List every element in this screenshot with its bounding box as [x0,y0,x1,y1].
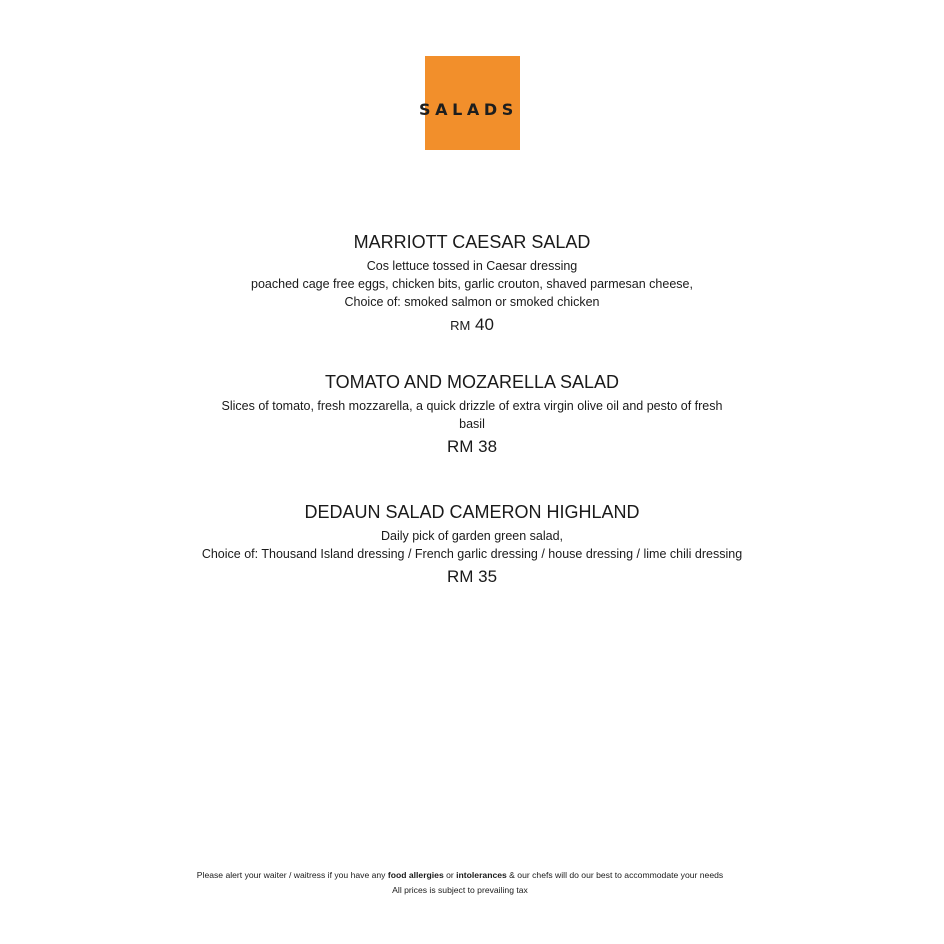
price-value: 40 [475,315,494,334]
menu-item-price [0,314,944,337]
footer-note [0,868,920,898]
footer-tax-line: All prices is subject to prevailing tax [392,885,528,895]
footer-text: & our chefs will do our best to accommodate your needs [506,870,724,880]
price-value: 38 [478,437,498,456]
menu-item-tomato-mozarella-salad [0,371,944,458]
menu-item-desc-line: Daily pick of garden green salad, [380,529,564,543]
menu-item-price [0,436,944,458]
footer-text: Please alert your waiter / waitress if you have any [196,870,388,880]
menu-item-desc-line: Slices of tomato, fresh mozzarella, a quick drizzle of extra virgin olive oil and pesto of fresh basil [221,399,723,431]
footer-allergy-line [0,868,920,883]
menu-item-dedaun-salad [0,501,944,588]
price-currency: RM [446,567,474,586]
menu-item-name: DEDAUN SALAD CAMERON HIGHLAND [304,502,640,522]
menu-item-name: TOMATO AND MOZARELLA SALAD [324,372,620,392]
menu-item-name: MARRIOTT CAESAR SALAD [353,232,591,252]
menu-item-caesar-salad [0,231,944,337]
menu-item-desc-line: Choice of: Thousand Island dressing / French garlic dressing / house dressing / lime chili dressing [201,547,743,561]
section-title: SALADS [419,100,518,119]
price-value: 35 [478,567,498,586]
menu-item-desc-line: Choice of: smoked salmon or smoked chicken [344,295,600,309]
price-currency: RM [446,437,474,456]
menu-item-desc-line: Cos lettuce tossed in Caesar dressing [366,259,578,273]
menu-item-price [0,566,944,588]
price-currency: RM [450,318,471,333]
footer-text: or [443,870,457,880]
footer-bold-text: food allergies [387,870,444,880]
footer-bold-text: intolerances [456,870,507,880]
menu-item-desc-line: poached cage free eggs, chicken bits, garlic crouton, shaved parmesan cheese, [251,277,693,291]
